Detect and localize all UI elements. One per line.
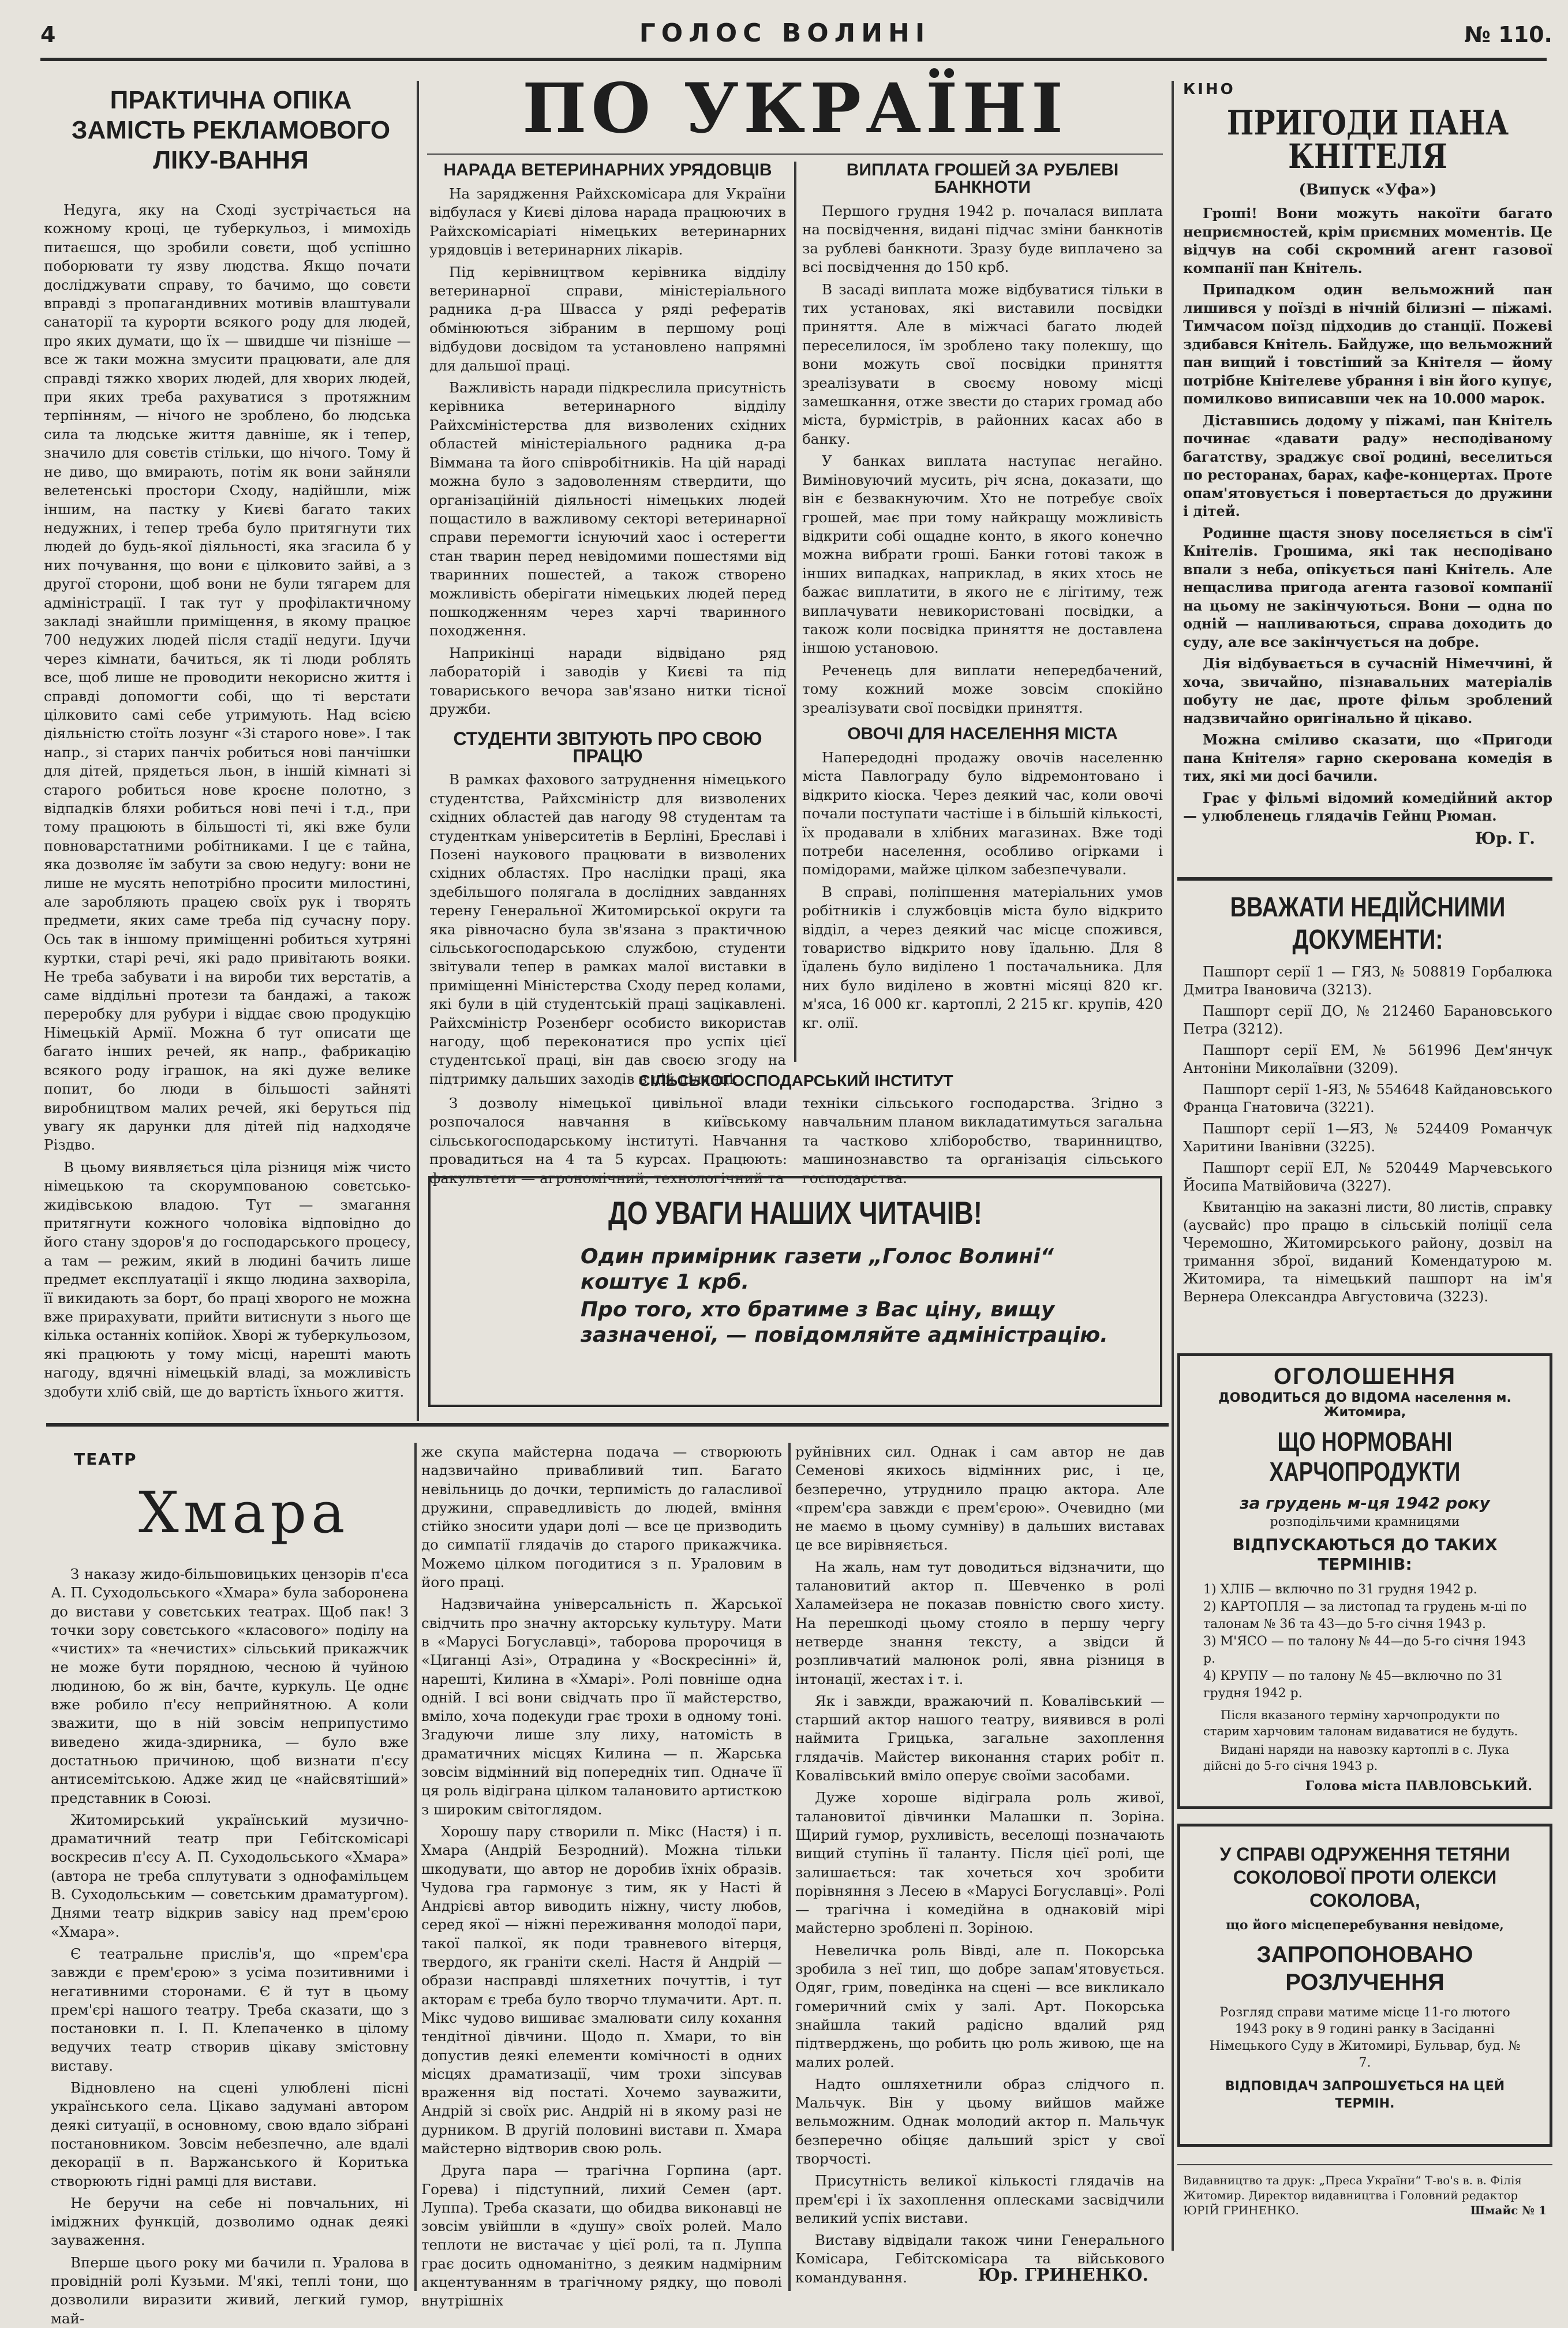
theatre-signature: Юр. ГРИНЕНКО. xyxy=(978,2265,1148,2285)
food-item-potato: 2) КАРТОПЛЯ — за листопад та грудень м-ці по талонам № 36 та 43—до 5-го січня 1943 р. xyxy=(1203,1600,1527,1631)
paragraph: Діставшись додому у піжамі, пан Кнітель починає «давати раду» несподіваному багатству, зраджує свої родині, веселиться по ресторанах, барах, кафе-концертах. Проте опам'ятовується і повертається до дружини і дітей. xyxy=(1183,411,1552,519)
masthead-rule xyxy=(40,58,1547,61)
page-number: 4 xyxy=(40,22,56,47)
announcement-title: ОГОЛОШЕННЯ xyxy=(1274,1364,1456,1389)
paragraph: Під керівництвом керівника відділу ветеринарної справи, міністеріального радника д-ра Швасса у ряді рефератів обмінюються зібраним в першому році відбудови досвідом та установлено напрямні для дальшої праці. xyxy=(429,263,786,374)
paragraph: З наказу жидо-більшовицьких цензорів п'єса А. П. Суходольського «Хмара» була заборонена до вистави у совєтських театрах. Щоб пак! З точки зору совєтського «класового» поділу на «чистих» та «нечистих» сільський прикажчик не може бути порядною, чесною й чуйною людиною, бо ж він, бачте, куркуль. Це однє вже робило п'єсу неприйнятною. А коли зважити, що в ній зовсім неприпустимо виведено жида-здирника, — було вже достатньою причиною, щоб визнати п'єсу антисемітською. Адже жид це «найсвятіший» представник в Союзі. xyxy=(51,1566,409,1806)
paragraph: Відновлено на сцені улюблені пісні українського села. Цікаво задумані автором деякі ситуації, в основному, свою вдало зібрані постановником. Зовсім небезпечно, але вдалі декорації в п. Варжанського й Коритька створюють гідні рамці для вистави. xyxy=(51,2079,409,2189)
paragraph: Надзвичайна універсальність п. Жарської свідчить про значну акторську культуру. Мати в «Марусі Богуславці», таборова пророчиця в «Циганці Азі», Отрадина у «Воскресінні» й, нарешті, Килина в «Хмарі». Ролі повніше одна одній. І всі вони свідчать про її майстерство, вміло, хоча подекуди грає трохи в одному тоні. Згадуючи лише злу лиху, натомість в драматичних місцях Килина — п. Жарська зовсім відмінний від попередніх тип. Одначе її ця роль відіграна цілком талановито артисткою з широким світоглядом. xyxy=(421,1596,782,1818)
article-vegetables-title: ОВОЧІ ДЛЯ НАСЕЛЕННЯ МІСТА xyxy=(847,724,1118,743)
imprint-text: Видавництво та друк: „Преса України“ Т-во's в. в. Філія Житомир. Директор видавництва і Головний редактор ЮРІЙ ГРИНЕНКО. xyxy=(1183,2173,1522,2217)
column-rule xyxy=(414,1443,417,2291)
po-ukraini-title: ПО УКРАЇНІ xyxy=(522,68,1068,148)
announcement-signature: Голова міста ПАВЛОВСЬКИЙ. xyxy=(1305,1779,1532,1794)
section-rule xyxy=(1177,877,1552,881)
paragraph: Хорошу пару створили п. Мікс (Настя) і п. Хмара (Андрій Безродний). Можна тільки шкодувати, що автор не доробив їхніх образів. Чудова гра гармонує з тим, як у Насті й Андрієві автор виводить ніжну, чисту любов, серед якої — ніжні переживання молодої пари, такої палкої, як поди травневого вітерця, твердого, як граніти скелі. Настя й Андрій — образи насправді шляхетних почуттів, і тут акторам є треба було творчо тлумачити. Арт. п. Мікс чудово вишиває змалювати силу кохання тендітної дівчини. Щодо п. Хмари, то він допустив деякі елементи комічності в одних місцях драматизації, чим трохи зіпсував враження від постаті. Хочемо зауважити, Андрій зі своїх рис. Андрій ні в якому разі не дурником. В другій половині вистави п. Хмара майстерно відтворив свою роль. xyxy=(421,1822,782,2157)
paragraph: руйнівних сил. Однак і сам автор не дав Семенові якихось відмінних рис, і це, безперечно, утруднило працю актора. Але «прем'єра завжди є прем'єрою». Очевидно (ми не маємо в цьому сумніву) в дальших виставах це все вирівняється. xyxy=(795,1443,1165,1554)
paragraph: Припадком один вельможний пан лишився у поїзді в нічній білизні — піжамі. Тимчасом поїзд підходив до станції. Пожеві здибався Кнітель. Байдуже, що вельможний пан вищий і товстіший за Кнітеля — йому потрібне Кнітелеве убрання і він його купує, помилково виписавши чек на 10.000 марок. xyxy=(1183,281,1552,407)
document-entry: Пашпорт серії ДО, № 212460 Барановського Петра (3212). xyxy=(1183,1003,1552,1037)
announcement-lead: ДОВОДИТЬСЯ ДО ВІДОМА населення м. Житомира, xyxy=(1218,1391,1511,1420)
divorce-text: Розгляд справи матиме місце 11-го лютого 1943 року в 9 годині ранку в Засіданні Німецького Суду в Житомирі, Бульвар, буд. № 7. xyxy=(1209,2005,1521,2070)
paragraph: Можна сміливо сказати, що «Пригоди пана Кнітеля» гарно скерована комедія в тих, які ми досі бачили. xyxy=(1183,731,1552,784)
paragraph: Напередодні продажу овочів населенню міста Павлограду було відремонтовано і відкрито кіоска. Через деякий час, коли овочі почали поступати частіше і в більшій кількості, їх продавали в хлібних магазинах. Вже тоді потреби населення, особливо огірками і помідорами, майже цілком забезпечували. xyxy=(802,748,1163,878)
paragraph: Родинне щастя знову поселяється в сім'ї Кнітелів. Грошима, які так несподівано впали з неба, опікується пані Кнітель. Але нещаслива пригода агента газової компанії на цьому не закінчуються. Вони — одна по одній — напливаються, справа доходить до суду, але все закінчується на добре. xyxy=(1183,524,1552,650)
film-review xyxy=(1183,81,1552,848)
theatre-label: ТЕАТР xyxy=(74,1450,137,1469)
paragraph: Виставу відвідали також чини Генерального Комісара, Гебітскомісара та військового командування. xyxy=(795,2232,1165,2286)
left-article xyxy=(58,85,404,175)
footer-rule xyxy=(1177,2164,1552,2165)
theatre-col-1 xyxy=(51,1565,409,2327)
imprint xyxy=(1183,2173,1547,2218)
paragraph: В рамках фахового затруднення німецького студентства, Райхсміністр для визволених східних областей дав нагоду 98 студентам та студенткам університетів в Берліні, Бреславі і Позені наукового працювати в визволених східних областях. Про наслідки праці, яка здебільшого полягала в дослідних завданнях терену Генеральної Житомирської округи та яка рівночасно була зв'язана з практичною сільськогосподарською службою, студенти звітували тепер в рамках малої виставки в приміщенні Міністерства Сходу перед колами, які були в цій студентській праці зацікавлені. Райхсміністр Розенберг особисто використав нагоду, щоб переконатися про успіх цієї студентської праці, він дав своєю згоду на підтримку дальших заходів в цій ділянці. xyxy=(429,771,786,1087)
article-exchange xyxy=(802,162,1163,1036)
theatre-col-2 xyxy=(421,1443,782,2310)
readers-notice xyxy=(428,1176,1162,1407)
food-item-bread: 1) ХЛІБ — включно по 31 грудня 1942 р. xyxy=(1203,1582,1477,1597)
paragraph: Першого грудня 1942 р. почалася виплата на посвідчення, видані підчас зміни банкнотів за рублеві банкноти. Зразу буде виплачено за всі посвідчення до 150 крб. xyxy=(802,203,1163,276)
article-vet xyxy=(429,162,786,1092)
paragraph: Дія відбувається в сучасній Німеччині, й хоча, звичайно, пізнавальних матеріалів побуту не дає, проте фільм зроблений надзвичайно оригінально й цікаво. xyxy=(1183,655,1552,727)
article-institute xyxy=(429,1072,1162,1090)
section-rule xyxy=(46,1423,1169,1427)
divorce-sign: ВІДПОВІДАЧ ЗАПРОШУЄТЬСЯ НА ЦЕЙ ТЕРМІН. xyxy=(1225,2079,1505,2111)
announcement-head: ЩО НОРМОВАНІ ХАРЧОПРОДУКТИ xyxy=(1269,1427,1461,1487)
inner-column-rule xyxy=(794,162,796,1062)
document-entry: Пашпорт серії 1—ЯЗ, № 524409 Романчук Харитини Іванівни (3225). xyxy=(1183,1121,1552,1155)
document-entry: Пашпорт серії ЕМ, № 561996 Дем'янчук Антоніни Миколаївни (3209). xyxy=(1183,1042,1552,1076)
divorce-lead: У СПРАВІ ОДРУЖЕННЯ ТЕТЯНИ СОКОЛОВОЇ ПРОТИ ОЛЕКСИ СОКОЛОВА, xyxy=(1219,1844,1510,1911)
divorce-notice xyxy=(1177,1824,1552,2147)
newspaper-title: ГОЛОС ВОЛИНІ xyxy=(639,18,931,48)
paragraph: Друга пара — трагічна Горпина (арт. Горева) і підступний, лихий Семен (арт. Луппа). Треба сказати, що обидва виконавці не зовсім увійшли в «душу» своїх ролей. Мало теплоти не вистачає у цієї ролі, та п. Луппа грає досить одноманітно, з деяким надмірним акцентуванням в трагічному рядку, що поволі внутрішніх xyxy=(421,2162,782,2310)
invalid-documents xyxy=(1183,892,1552,1309)
column-rule xyxy=(788,1443,791,2291)
document-entry: Пашпорт серії 1 — ГЯЗ, № 508819 Горбалюка Дмитра Івановича (3213). xyxy=(1183,964,1552,998)
document-entry: Квитанцію на заказні листи, 80 листів, справку (аусвайс) про працю в сільській поліції села Черемошно, Житомирського району, дозвіл на тримання зброї, виданий Комендатурою м. Житомира, та німецький пашпорт на ім'я Вернера Олександра Августовича (3223). xyxy=(1183,1199,1552,1305)
paragraph: Не беручи на себе ні повчальних, ні іміджних функцій, дозволимо однак деякі зауваження. xyxy=(51,2194,409,2249)
announcement-terms: ВІДПУСКАЮТЬСЯ ДО ТАКИХ ТЕРМІНІВ: xyxy=(1232,1535,1498,1574)
paragraph: Недуга, яку на Сході зустрічається на кожному кроці, це туберкульоз, і мимохідь питаєшся, що зробили совєти, щоб успішно поборювати ту язву людства. Якщо почати досліджувати справу, то бачимо, що совєти вправді з пропагандивних мотивів влаштували санаторії та курорти всякого роду для людей, про яких думати, що їх — швидше чи пізніше — все ж таки можна змусити працювати, але для справді тяжко хворих людей, для хворих людей, при яких треба рахуватися з протяжним терпінням, — нічого не зроблено, бо людська сила та людське життя давніше, як і тепер, значило для совєтів стільки, що нічого. Тому й не диво, що вмирають, потім як вони зайняли велетенські простори Сходу, надійшли, між іншим, на пастку у Києві багато таких недужних, і тепер треба було притягнути тих людей до будь-якої діяльності, яка згасила б у них почування, що вони є цілковито зайві, а з другої сторони, щоб вони не були тягарем для адміністрації. І так тут у профілактичному закладі знайшли приміщення, в якому працює 700 недужих людей після стадії недуги. Ідучи через кімнати, бачиться, як ті люди роблять все, щоб лише не проводити некорисно життя і справді допомогти собі, що ті верстати цілковито самі себе утримують. Над всією діяльністю стоїть лозунг «Зі старого нове». І так напр., зі старих панчіх робиться нові панчішки для дітей, прядеться льон, в іншій кімнаті зі старого робиться нове кроєне полотно, з відпадків бляхи робиться нові печі і т.д., при тому працюють в більшості ті, які вже були повноварстатними робітниками. І це є тайна, яка дозволяє їм забути за свою недугу: вони не лише не мусять непотрібно просити милостині, але заробляють працею своїх рук і творять предмети, яких саме треба під сучасну пору. Ось так в іншому приміщенні робиться хутряні куртки, старі речі, які радо привітають вояки. Не треба забувати і на вироби тих верстатів, а саме віддільні протези та бандажі, а також переробку для рубури і віддає свою продукцію Німецькій Армії. Можна б тут описати ще багато інших речей, як напр., фабрикацію всякого роду іграшок, на які дуже велике попит, бо люди в більшості зайняті виробництвом малих речей, які беруться під увагу як дарунки для дітей під надходяче Різдво. xyxy=(44,201,411,1154)
paragraph: У банках виплата наступає негайно. Виміновуючий мусить, річ ясна, доказати, що він є безвакнуючим. Хто не потребує своїх грошей, має при тому найкращу можливість відкрити собі ощадне конто, в якого конечно можна вибрати гроші. Банки готові також в інших випадках, наприклад, в яких хтось не бажає виплатити, в якого не є лігітиму, теж виплачувати невикористовані посвідки, а також коли посвідка приняття не доставлена іншою установою. xyxy=(802,452,1163,657)
readers-notice-price: Один примірник газети „Голос Волині“ коштує 1 крб. xyxy=(581,1245,1054,1294)
document-entry: Пашпорт серії 1-ЯЗ, № 554648 Кайдановського Франца Гнатовича (3221). xyxy=(1183,1081,1552,1116)
announcement-shops: розподільчими крамницями xyxy=(1270,1515,1460,1529)
divorce-small: що його місцеперебування невідоме, xyxy=(1226,1918,1504,1933)
film-subtitle: (Випуск «Уфа») xyxy=(1298,181,1437,199)
paragraph: Грає у фільмі відомий комедійний актор — улюбленець глядачів Гейнц Рюман. xyxy=(1183,789,1552,824)
food-item-groats: 4) КРУПУ — по талону № 45—включно по 31 грудня 1942 р. xyxy=(1203,1669,1503,1701)
paragraph: техніки сільського господарства. Згідно з навчальним планом викладатимуться загальна та частково хліборобство, тваринництво, машинознавство та організація сільського господарства. xyxy=(802,1095,1163,1187)
left-article-body xyxy=(44,201,411,1413)
film-signature: Юр. Г. xyxy=(1475,828,1535,848)
readers-notice-title: ДО УВАГИ НАШИХ ЧИТАЧІВ! xyxy=(608,1195,983,1231)
paragraph: Дуже хороше відіграла роль живої, талановитої дівчинки Малашки п. Зоріна. Щирий гумор, рухливість, веселощі позначають вищий ступінь її таланту. Після цієї ролі, ще залишається: так хочеться хоч зробити порівняння з Лесею в «Марусі Богуславці». Ролі — трагічна і комедійна в однаковій мірі майстерно зроблені п. Зоріною. xyxy=(795,1789,1165,1937)
film-title: ПРИГОДИ ПАНА КНІТЕЛЯ xyxy=(1226,103,1509,176)
invalid-documents-title: ВВАЖАТИ НЕДІЙСНИМИ ДОКУМЕНТИ: xyxy=(1230,892,1506,955)
readers-notice-warning: Про того, хто братиме з Вас ціну, вищу зазначеної, — повідомляйте адміністрацію. xyxy=(581,1298,1108,1347)
theatre-title: Хмара xyxy=(139,1480,350,1546)
paragraph: Житомирський український музично-драматичний театр при Гебітскомісарі воскресив п'єсу А. П. Суходольського «Хмара» (автора не треба сплутувати з однофамільцем В. Суходольським — совєтським драматургом). Днями театр відкрив завісу над прем'єрою «Хмара». xyxy=(51,1811,409,1940)
paragraph: Невеличка роль Вівді, але п. Покорська зробила з неї тип, що добре запам'ятовується. Одяг, грим, поведінка на сцені — все викликало гомеричний сміх у залі. Арт. Покорська знайшла такий радісно вдалий ряд підтверджень, що робить цю роль живою, ще на малих ролей. xyxy=(795,1941,1165,2071)
paragraph: На жаль, нам тут доводиться відзначити, що талановитий актор п. Шевченко в ролі Халамейзера не показав повністю свого хисту. На перешкоді цьому стояло в першу чергу нетверде знання тексту, а звідси й розпливчатий малюнок ролі, явна різниця в інтонації, жестах і т. і. xyxy=(795,1558,1165,1687)
article-vet-title: НАРАДА ВЕТЕРИНАРНИХ УРЯДОВЦІВ xyxy=(443,160,772,179)
paragraph: В цьому виявляється ціла різниця між чисто німецькою та скорумпованою совєтсько-жидівською владою. Тут — змагання притягнути кожного чоловіка відповідно до його стану здоров'я до господарського процесу, а там — режим, який в людині бачить лише предмет експлуатації і якщо людина захворіла, її викидають за борт, бо праці хворого не можна вже прирахувати, прийти витиснути з нього ще кілька останніх копійок. Хворі ж туберкульозом, які працюють у тому місці, нарешті мають нагоду, вдячні німецькій владі, за можливість здобути хліб свій, ще до вартість їхнього життя. xyxy=(44,1158,411,1400)
paragraph: З дозволу німецької цивільної влади розпочалося навчання в київському сільськогосподарському інституті. Навчання провадиться на 4 та 5 курсах. Працюють: факультети — агрономічний, технологічний та xyxy=(429,1095,787,1187)
food-item-meat: 3) М'ЯСО — по талону № 44—до 5-го січня 1943 р. xyxy=(1203,1634,1526,1666)
paragraph: Наприкінці наради відвідано ряд лабораторій і заводів у Києві та під товариського вечора зав'язано нитки тісної дружби. xyxy=(429,644,786,717)
paragraph: Як і завжди, вражаючий п. Ковалівський — старший актор нашого театру, виявився в ролі наймита Грицька, загальне захоплення глядачів. Майстер виконання старих робіт п. Ковалівський вміло оперує своїми засобами. xyxy=(795,1692,1165,1784)
article-exchange-title: ВИПЛАТА ГРОШЕЙ ЗА РУБЛЕВІ БАНКНОТИ xyxy=(846,160,1119,197)
article-institute-title: СІЛЬСЬКОГОСПОДАРСЬКИЙ ІНСТИТУТ xyxy=(638,1072,953,1090)
paragraph: Надто ошляхетнили образ слідчого п. Мальчук. Він у цьому вийшов майже вельможним. Однак молодий актор п. Мальчук безперечно обіцяє дальший зріст у свої творчості. xyxy=(795,2075,1165,2167)
announcement-note: Після вказаного терміну харчопродукти по старим харчовим талонам видаватися не будуть. xyxy=(1203,1708,1518,1738)
title-rule xyxy=(427,154,1163,155)
announcement-note2: Видані наряди на навозку картоплі в с. Лука дійсні до 5-го січня 1943 р. xyxy=(1203,1743,1510,1773)
paragraph: В засаді виплата може відбуватися тільки в тих установах, які виставили посвідки приняття. Але в міжчасі багато людей переселилося, їм зроблено таку полекшу, що вони можуть свої посвідки приняття зреалізувати в своєму новому місці замешкання, отже звести до старих громад або міста, бурмістрів, в районних касах або в банку. xyxy=(802,280,1163,447)
left-article-title: ПРАКТИЧНА ОПІКА ЗАМІСТЬ РЕКЛАМОВОГО ЛІКУ-ВАННЯ xyxy=(71,86,391,174)
imprint-number: Шмайс № 1 xyxy=(1470,2203,1547,2217)
paragraph: В справі, поліпшення матеріальних умов робітників і службовців міста було відкрито відділ, а через деякий час місце спожився, товариство відкрито нову їдальню. Для 8 їдалень було виділено 1 постачальника. Для них було виділено в жовтні місяці 820 кг. м'яса, 16 000 кг. картоплі, 2 215 кг. крупів, 420 кг. олії. xyxy=(802,883,1163,1031)
article-students-title: СТУДЕНТИ ЗВІТУЮТЬ ПРО СВОЮ ПРАЦЮ xyxy=(453,728,762,767)
divorce-head: ЗАПРОПОНОВАНО РОЗЛУЧЕННЯ xyxy=(1256,1942,1473,1995)
paragraph: Реченець для виплати непередбачений, тому кожний може зовсім спокійно зреалізувати свої посвідки приняття. xyxy=(802,661,1163,716)
paragraph: Присутність великої кількості глядачів на прем'єрі і їх захоплення оплесками засвідчили великий успіх вистави. xyxy=(795,2172,1165,2226)
kino-label: КІНО xyxy=(1183,81,1236,98)
column-rule xyxy=(417,81,419,1421)
paragraph: же скупа майстерна подача — створюють надзвичайно привабливий тип. Багато невільниць до дочки, терпимість до галасливої дружини, справедливість до людей, вміння стійко зносити удари долі — все це призводить до симпатії глядачів до старого прикажчика. Можемо цілком погодитися з п. Ураловим в його праці. xyxy=(421,1443,782,1591)
paragraph: Є театральне прислів'я, що «прем'єра завжди є прем'єрою» з усіма позитивними і негативними сторонами. Є й тут в цьому прем'єрі нашого театру. Треба сказати, що з постановки п. І. П. Клепаченко в цілому ведучих театр створив цікаву змістовну виставу. xyxy=(51,1945,409,2074)
document-entry: Пашпорт серії ЕЛ, № 520449 Марчевського Йосипа Матвійовича (3227). xyxy=(1183,1160,1552,1194)
paragraph: Вперше цього року ми бачили п. Уралова в провідній ролі Кузьми. М'які, теплі тони, що дозволили виразити живий, легкий гумор, май- xyxy=(51,2254,409,2327)
column-rule xyxy=(1172,81,1174,2251)
issue-number: № 110. xyxy=(1464,22,1552,47)
paragraph: Гроші! Вони можуть накоїти багато неприємностей, крім приємних моментів. Це відчув на собі скромний агент газової компанії пан Кнітель. xyxy=(1183,205,1552,276)
paragraph: На зарядження Райхскомісара для України відбулася у Києві ділова нарада працюючих в Райхскомісаріаті німецьких ветеринарних урядовців і ветеринарних лікарів. xyxy=(429,185,786,259)
section-title xyxy=(427,68,1163,148)
food-announcement xyxy=(1177,1353,1552,1809)
paragraph: Важливість наради підкреслила присутність керівника ветеринарного відділу Райхсміністерства для визволених східних областей міністеріального радника д-ра Віммана та його співробітників. На цій нараді можна було з задоволенням ствердити, що організаційній діяльності німецьких людей пощастило в важливому секторі ветеринарної справи перемогти існуючий хаос і остерегти стан тварин перед невідомими пошестями від тваринних пошестей, а також створено можливість оберігати німецьких людей перед пошкодженням через харчі тваринного походження. xyxy=(429,379,786,639)
announcement-period: за грудень м-ця 1942 року xyxy=(1240,1494,1490,1513)
